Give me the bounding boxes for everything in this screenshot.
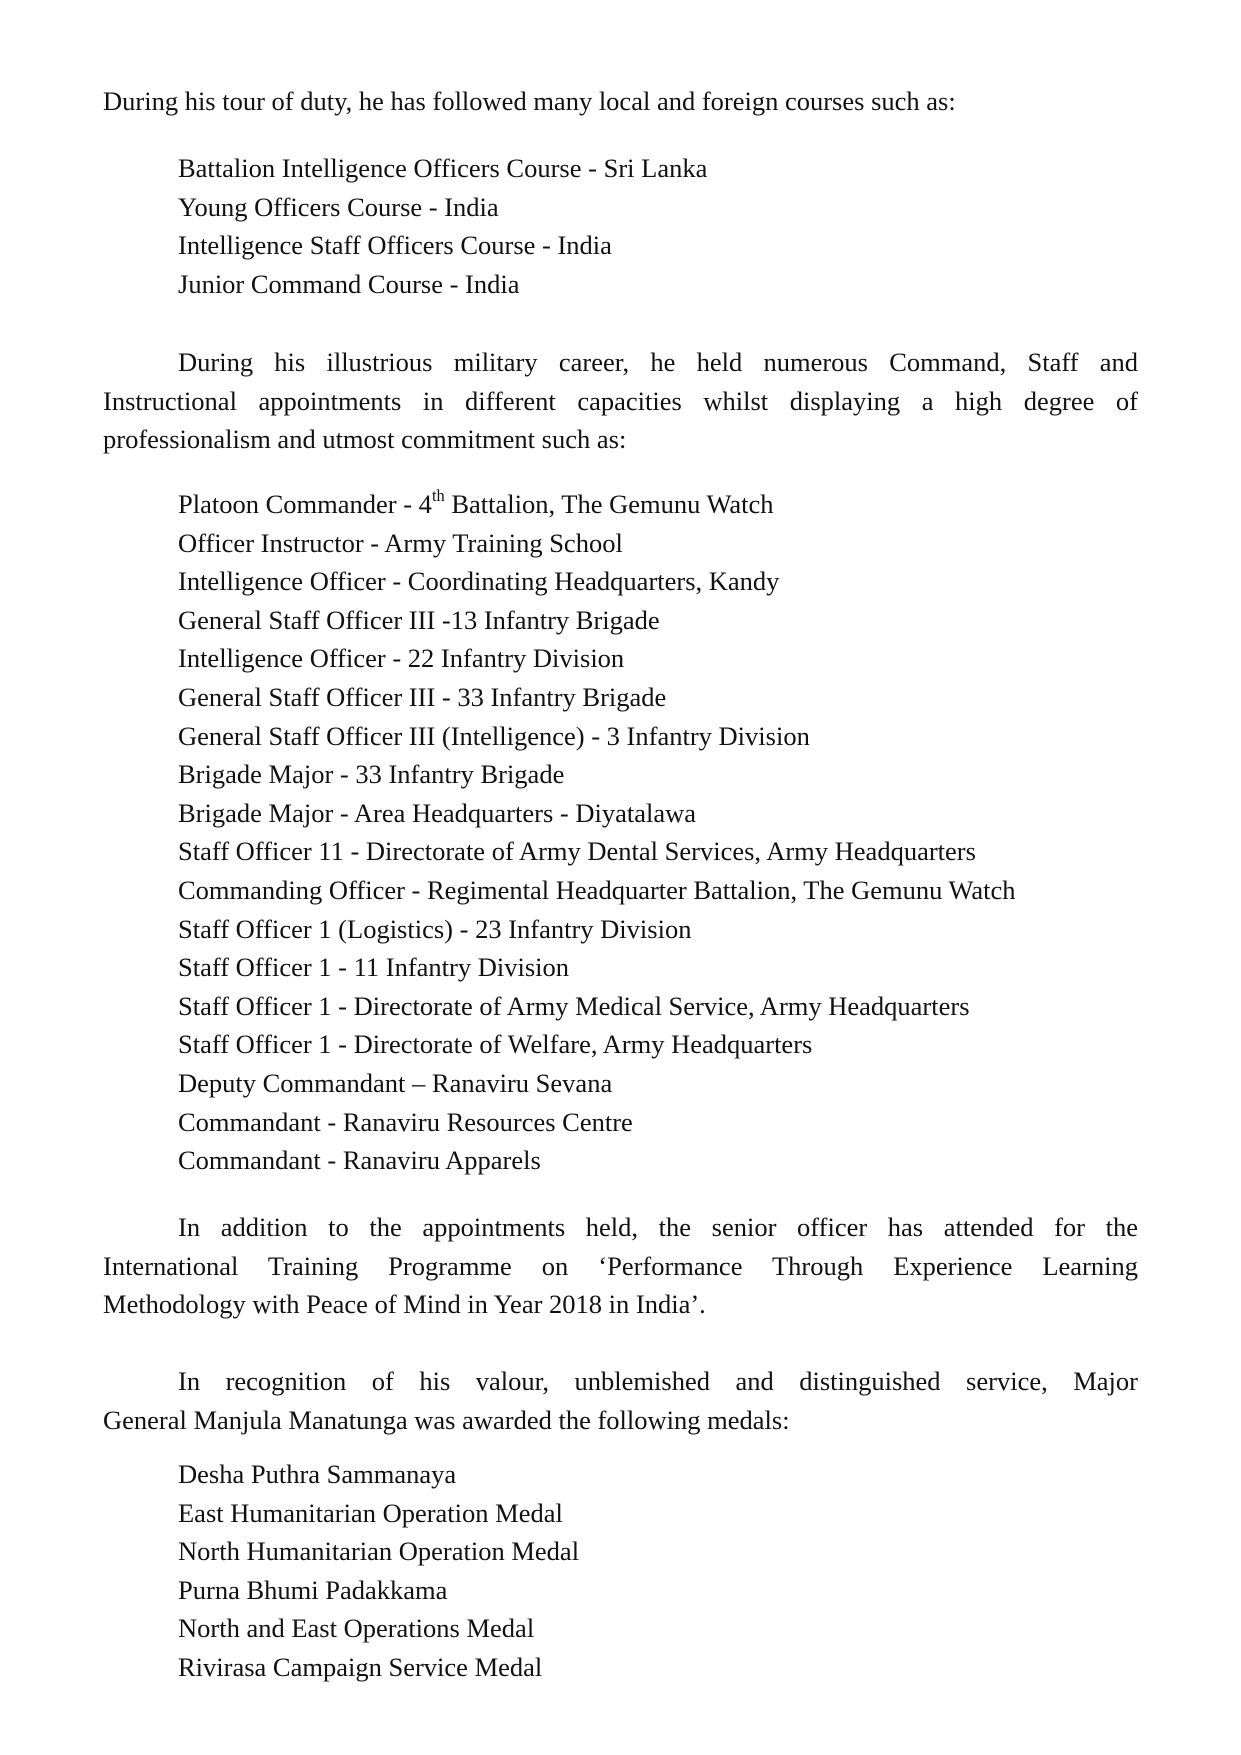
paragraph-line: During his illustrious military career, he held numerous Command, Staff and — [178, 347, 1138, 377]
paragraph-line: Methodology with Peace of Mind in Year 2018 in India’. — [103, 1289, 706, 1320]
medal-item: Rivirasa Campaign Service Medal — [178, 1651, 543, 1682]
training-paragraph — [103, 1208, 1138, 1324]
appointment-item: Brigade Major - Area Headquarters - Diyatalawa — [178, 797, 696, 828]
appointments-paragraph — [103, 343, 1138, 459]
appointment-item: Staff Officer 1 - Directorate of Army Medical Service, Army Headquarters — [178, 990, 970, 1021]
appointment-item: Staff Officer 1 - Directorate of Welfare, Army Headquarters — [178, 1029, 813, 1060]
medal-item: East Humanitarian Operation Medal — [178, 1497, 563, 1528]
appointment-item: Officer Instructor - Army Training School — [178, 527, 623, 558]
course-item: Battalion Intelligence Officers Course - Sri Lanka — [178, 153, 708, 183]
medals-paragraph — [103, 1362, 1138, 1439]
intro-line: During his tour of duty, he has followed many local and foreign courses such as: — [103, 86, 956, 116]
medal-item: Desha Puthra Sammanaya — [178, 1459, 457, 1489]
course-item: Young Officers Course - India — [178, 191, 499, 222]
appointment-item: Intelligence Officer - Coordinating Headquarters, Kandy — [178, 566, 780, 597]
medal-item: Purna Bhumi Padakkama — [178, 1574, 448, 1605]
appointment-item: Deputy Commandant – Ranaviru Sevana — [178, 1067, 613, 1098]
appointment-item: Commanding Officer - Regimental Headquarter Battalion, The Gemunu Watch — [178, 874, 1016, 905]
ordinal-superscript: th — [431, 485, 445, 505]
paragraph-line: professionalism and utmost commitment such as: — [103, 424, 627, 455]
medal-item: North Humanitarian Operation Medal — [178, 1536, 580, 1567]
medal-item: North and East Operations Medal — [178, 1613, 535, 1644]
appointment-item: General Staff Officer III (Intelligence) - 3 Infantry Division — [178, 720, 810, 751]
appointment-prefix: Platoon Commander - 4 — [178, 489, 432, 519]
appointment-item: Commandant - Ranaviru Resources Centre — [178, 1106, 633, 1137]
paragraph-line: In addition to the appointments held, the senior officer has attended for the — [178, 1212, 1138, 1242]
course-item: Intelligence Staff Officers Course - India — [178, 230, 612, 261]
appointments-list — [178, 485, 1016, 1180]
paragraph-line: Instructional appointments in different capacities whilst displaying a high degree of — [103, 385, 1138, 416]
appointment-item: Staff Officer 1 (Logistics) - 23 Infantry Division — [178, 913, 692, 944]
appointment-item: General Staff Officer III - 33 Infantry Brigade — [178, 681, 667, 712]
paragraph-line: General Manjula Manatunga was awarded the following medals: — [103, 1404, 790, 1435]
appointment-item: Staff Officer 11 - Directorate of Army Dental Services, Army Headquarters — [178, 836, 976, 867]
medals-list — [178, 1455, 579, 1687]
appointment-item: Brigade Major - 33 Infantry Brigade — [178, 759, 565, 790]
appointment-suffix: Battalion, The Gemunu Watch — [444, 489, 774, 519]
appointment-item — [178, 485, 1016, 524]
appointment-item: Intelligence Officer - 22 Infantry Division — [178, 643, 625, 674]
appointment-item: Commandant - Ranaviru Apparels — [178, 1145, 541, 1176]
course-item: Junior Command Course - India — [178, 268, 520, 299]
appointment-item: General Staff Officer III -13 Infantry Brigade — [178, 604, 660, 635]
courses-list — [178, 149, 707, 303]
paragraph-line: International Training Programme on ‘Performance Through Experience Learning — [103, 1250, 1138, 1281]
appointment-item: Staff Officer 1 - 11 Infantry Division — [178, 952, 570, 983]
paragraph-line: In recognition of his valour, unblemished and distinguished service, Major — [178, 1366, 1138, 1396]
